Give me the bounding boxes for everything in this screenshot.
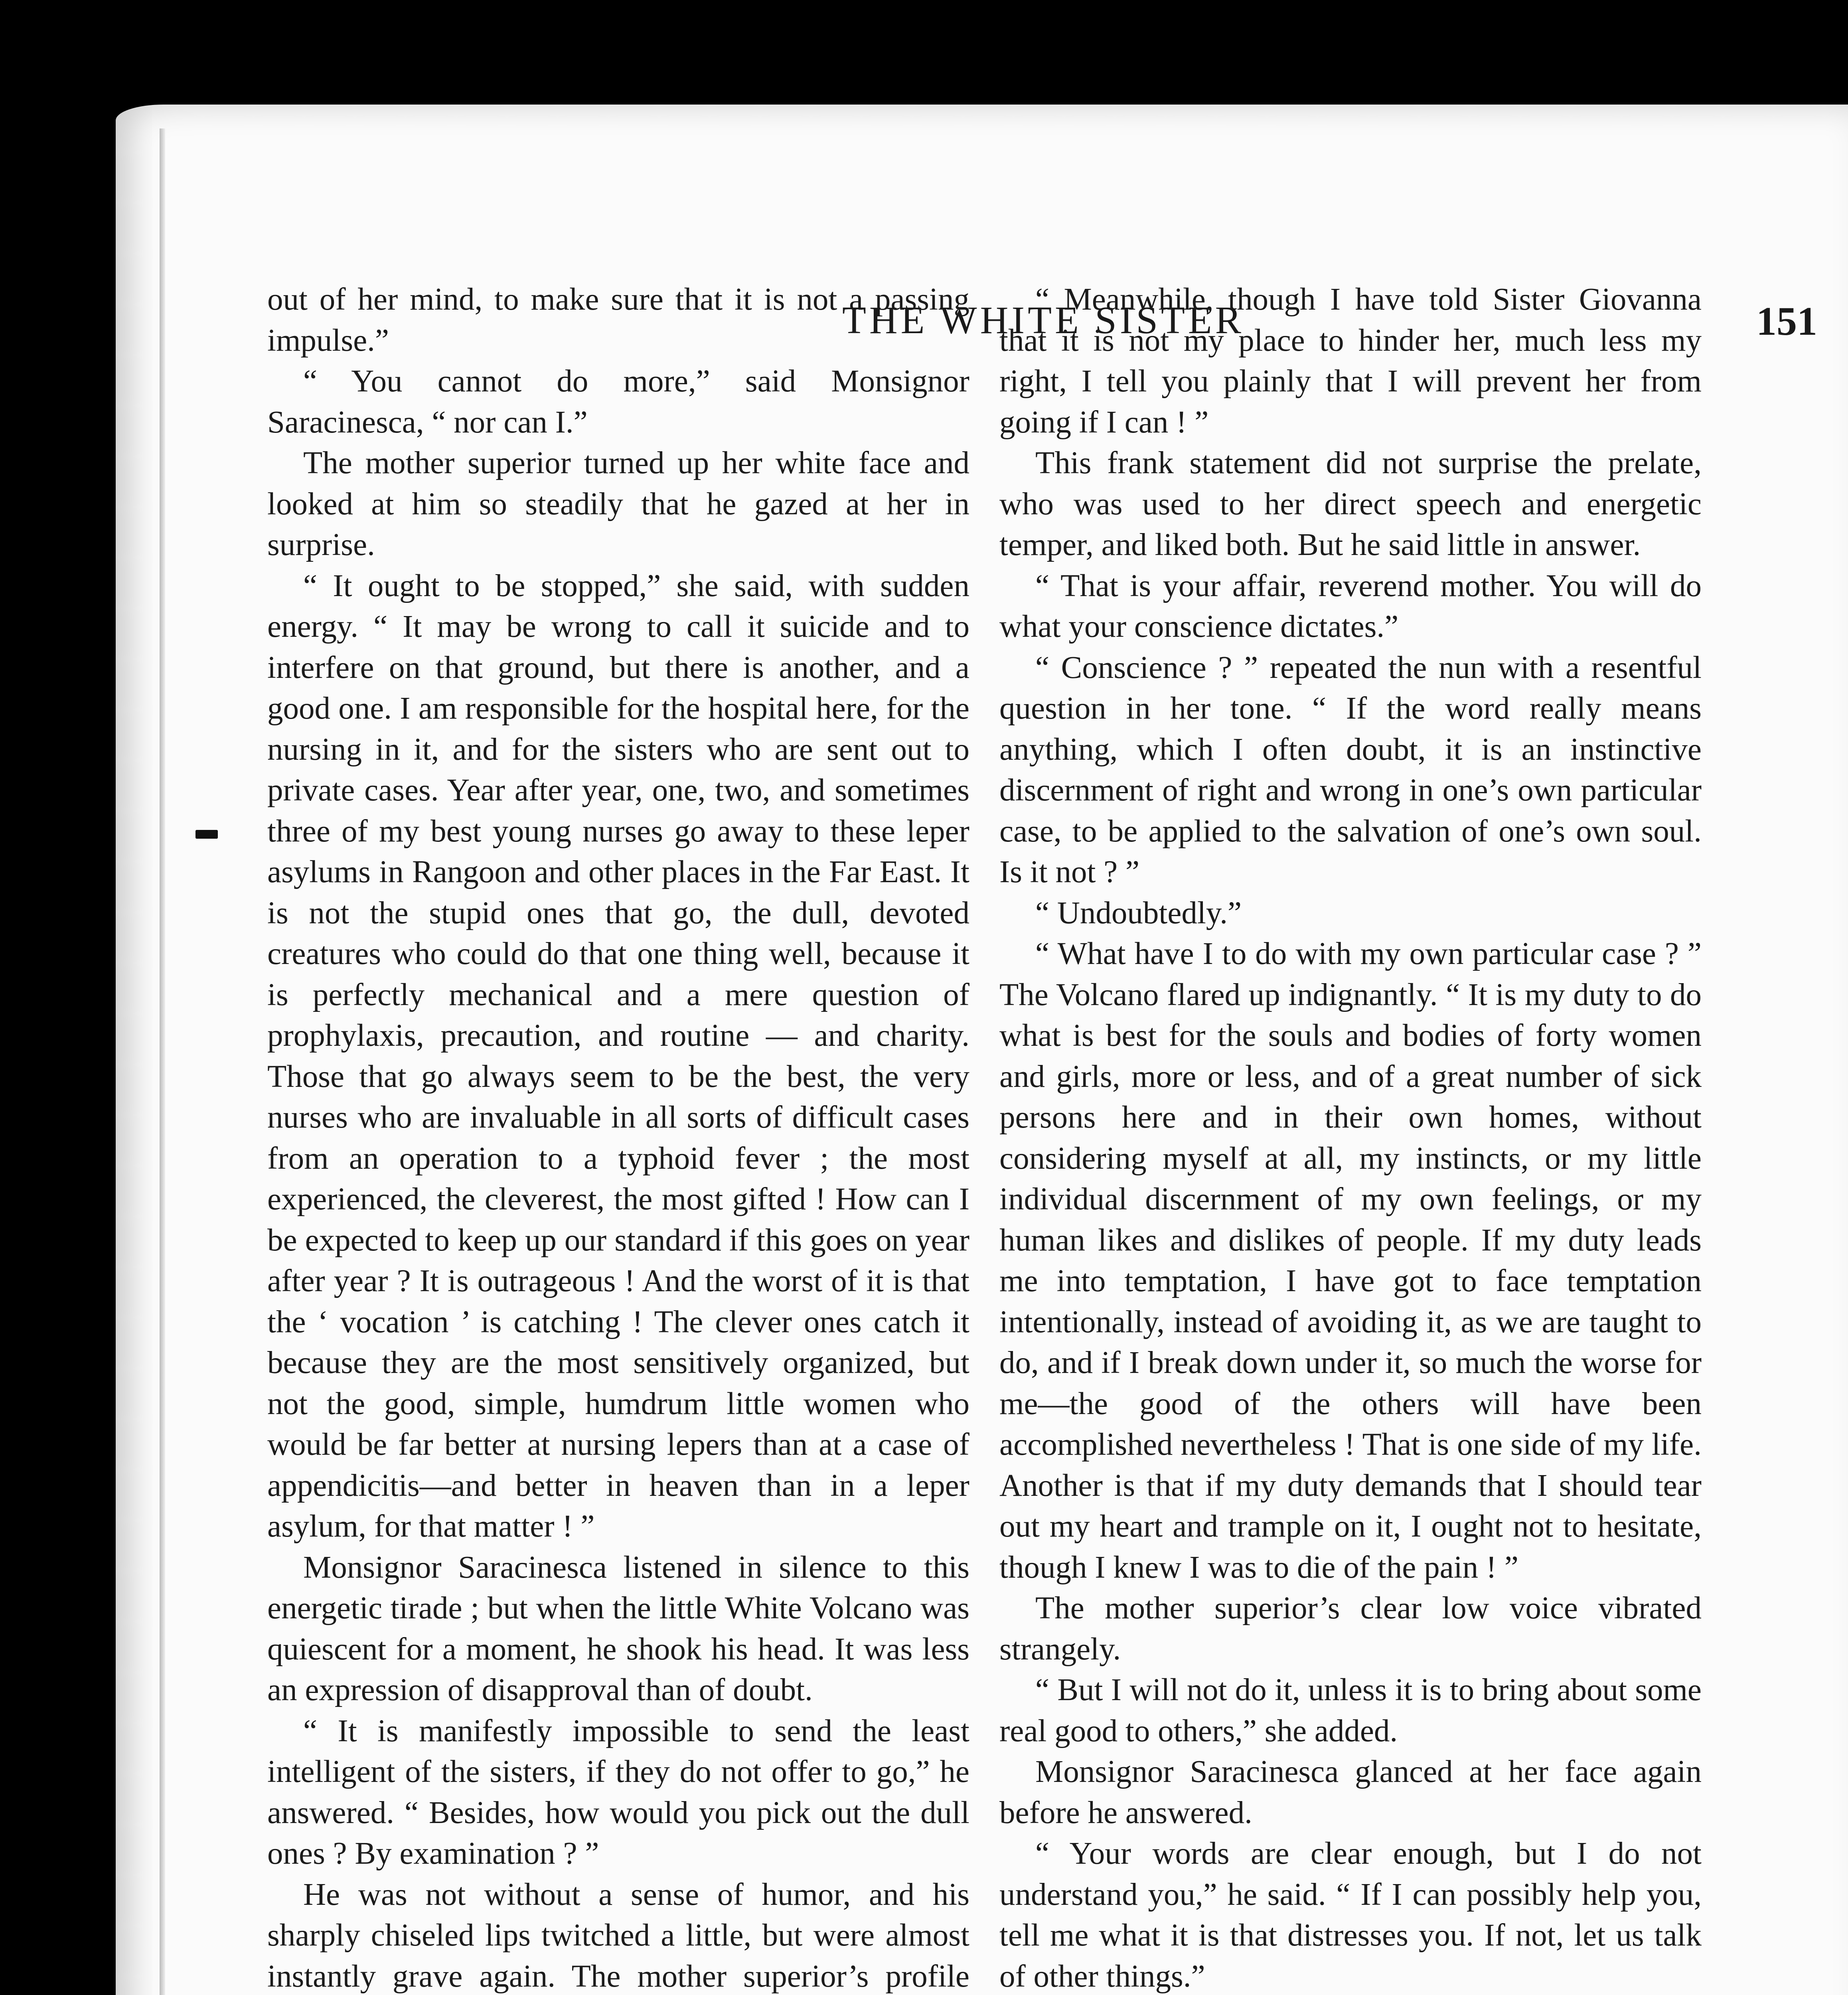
paragraph: “ What have I to do with my own particular case ? ” The Volcano flared up indignantly. “ It is my duty to do what is best for the souls and bodies of forty women and girls, more or less, and of a great number of sick persons here and in their own homes, without considering myself at all, my instincts, or my little individual discernment of my own feelings, or my human likes and dislikes of people. If my duty leads me into temptation, I have got to face temptation intentionally, instead of avoiding it, as we are taught to do, and if I break down under it, so much the worse for me—the good of the others will have been accomplished nevertheless ! That is one side of my life. Another is that if my duty demands that I should tear out my heart and trample on it, I ought not to hesitate, though I knew I was to die of the pain ! ” [999,936,1702,1585]
binding-mark [195,830,218,839]
left-column [267,279,969,1995]
page-number: 151 [1756,299,1817,344]
paragraph: “ But I will not do it, unless it is to bring about some real good to others,” she added. [999,1673,1702,1748]
paragraph: “ Undoubtedly.” [1035,895,1242,930]
paragraph: “ It ought to be stopped,” she said, with sudden energy. “ It may be wrong to call it suicide and to interfere on that ground, but there is another, and a good one. I am responsible for the hospital here, for the nursing in it, and for the sisters who are sent out to private cases. Year after year, one, two, and sometimes three of my best young nurses go away to these leper asylums in Rangoon and other places in the Far East. It is not the stupid ones that go, the dull, devoted creatures who could do that one thing well, because it is perfectly mechanical and a mere question of prophylaxis, precaution, and routine — and charity. Those that go always seem to be the best, the very nurses who are invaluable in all sorts of difficult cases from an operation to a typhoid fever ; the most experienced, the cleverest, the most gifted ! How can I be expected to keep up our standard if this goes on year after year ? It is outrageous ! And the worst of it is that the ‘ vocation ’ is catching ! The clever ones catch it because they are the most sensitively organized, but not the good, simple, humdrum little women who would be far better at nursing lepers than at a case of appendicitis—and better in heaven than in a leper asylum, for that matter ! ” [267,568,969,1544]
paragraph: out of her mind, to make sure that it is not a passing impulse.” [267,282,969,358]
paragraph: “ That is your affair, reverend mother. You will do what your conscience dictates.” [999,568,1702,644]
running-title: THE WHITE SISTER [842,299,1245,342]
paragraph: “ You cannot do more,” said Monsignor Saracinesca, “ nor can I.” [267,364,969,440]
paragraph: “ Conscience ? ” repeated the nun with a resentful question in her tone. “ If the word really means anything, which I often doubt, it is an instinctive discernment of right and wrong in one’s own particular case, to be applied to the salvation of one’s own soul. Is it not ? ” [999,650,1702,889]
page-gutter [160,128,165,1995]
paragraph: The mother superior’s clear low voice vibrated strangely. [999,1591,1702,1667]
paragraph: He was not without a sense of humor, and his sharply chiseled lips twitched a little, but were almost instantly grave again. The mother superior’s profile [267,1877,969,1994]
paragraph: “ Meanwhile, though I have told Sister Giovanna that it is not my place to hinder her, much less my right, I tell you plainly that I will prevent her from going if I can ! ” [999,282,1702,440]
right-column [999,279,1702,1995]
paragraph: “ It is manifestly impossible to send the least intelligent of the sisters, if they do not offer to go,” he answered. “ Besides, how would you pick out the dull ones ? By examination ? ” [267,1713,969,1871]
paragraph: “ Your words are clear enough, but I do not understand you,” he said. “ If I can possibly help you, tell me what it is that distresses you. If not, let us talk of other things.” [999,1836,1702,1994]
paragraph: This frank statement did not surprise the prelate, who was used to her direct speech and energetic temper, and liked both. But he said little in answer. [999,446,1702,562]
paragraph: Monsignor Saracinesca glanced at her face again before he answered. [999,1754,1702,1830]
paragraph: The mother superior turned up her white face and looked at him so steadily that he gazed at her in surprise. [267,446,969,562]
paragraph: Monsignor Saracinesca listened in silence to this energetic tirade ; but when the little White Volcano was quiescent for a moment, he shook his head. It was less an expression of disapproval than of doubt. [267,1550,969,1707]
